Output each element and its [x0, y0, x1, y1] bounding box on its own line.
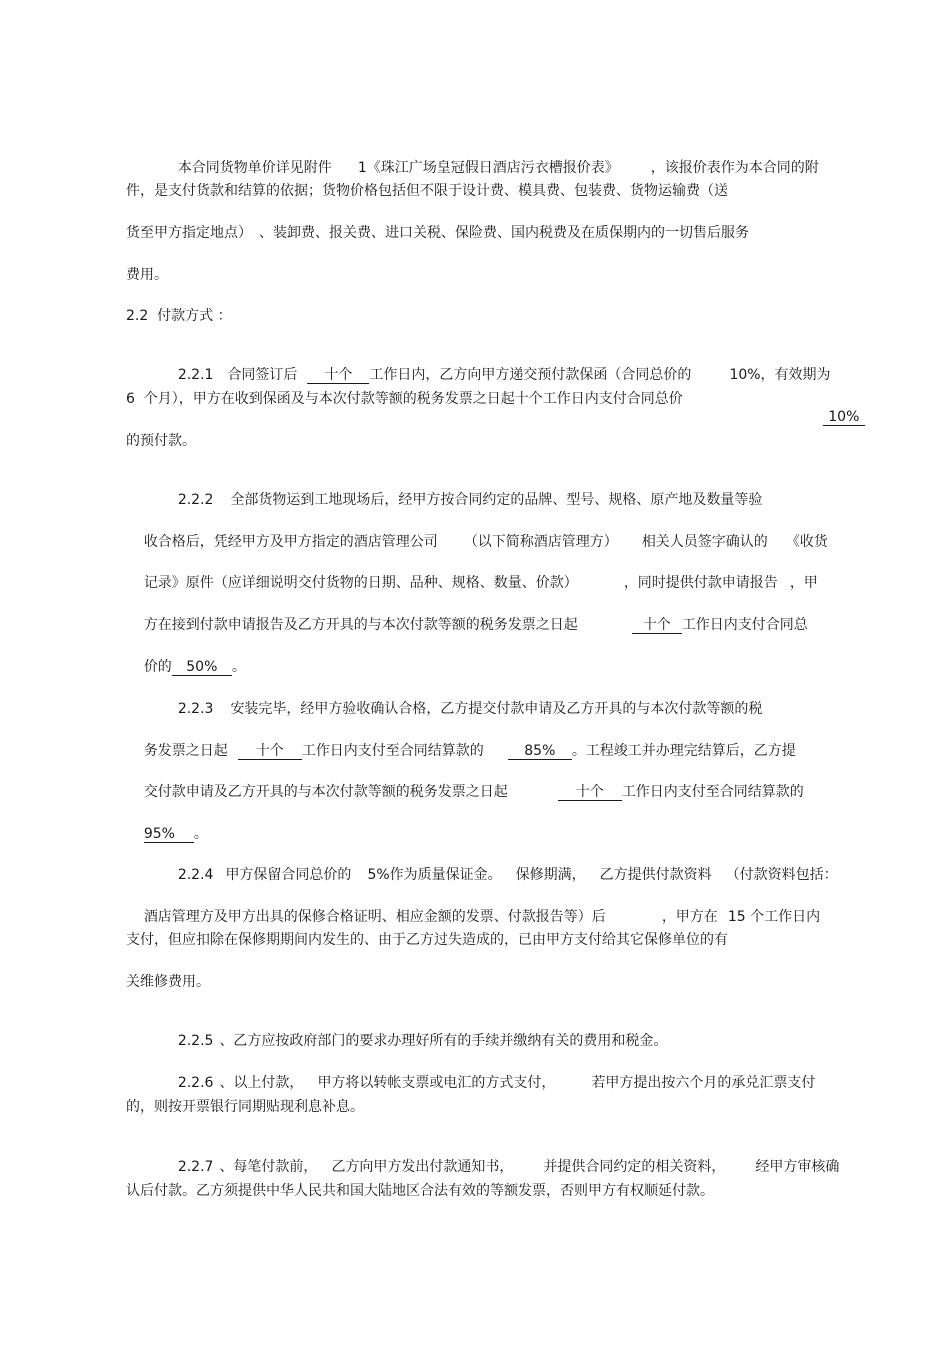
clause-2-2-4-line-4: 关维修费用。: [126, 974, 210, 990]
clause-number: 2.2.3: [177, 701, 214, 717]
percentage-field: 10%: [823, 409, 865, 426]
clause-2-2-1-percent-field: [805, 390, 865, 444]
text-segment: 有效期为: [774, 367, 831, 383]
text-segment: 交付款申请及乙方开具的与本次付款等额的税务发票之日起: [143, 784, 508, 800]
text-segment: 方在接到付款申请报告及乙方开具的与本次付款等额的税务发票之日起: [143, 617, 578, 633]
text-segment: 收合格后，凭经甲方及甲方指定的酒店管理公司: [143, 534, 438, 550]
text-segment: 本合同货物单价详见附件: [177, 160, 332, 176]
text-segment: ，同时提供付款申请报告: [623, 575, 778, 591]
text-segment: 若甲方提出按六个月的承兑汇票支付: [591, 1075, 816, 1091]
text-segment: 酒店管理方及甲方出具的保修合格证明、相应金额的发票、付款报告等）后: [143, 909, 606, 925]
clause-2-2-1-line-3: 的预付款。: [126, 433, 196, 449]
text-segment: 5%作为质量保证金。: [367, 867, 502, 883]
clause-number: 2.2.1: [177, 367, 214, 383]
text-segment: 相关人员签字确认的: [641, 534, 768, 550]
section-heading-2-2: 2.2 付款方式 ：: [126, 308, 232, 324]
text-segment: 工作日内支付至合同结算款的: [621, 784, 804, 800]
text-segment: 《收货: [785, 534, 828, 550]
text-segment: 经甲方审核确: [755, 1159, 840, 1175]
clause-number: 2.2.4: [177, 867, 214, 883]
text-segment: 务发票之日起: [143, 743, 228, 759]
days-field: 十个: [558, 784, 622, 801]
text-segment: 记录》原件（应详细说明交付货物的日期、品种、规格、数量、价款）: [143, 575, 578, 591]
text-segment: 。工程竣工并办理完结算后，乙方提: [571, 743, 796, 759]
days-field: 十个: [307, 367, 369, 384]
text-segment: 合同签订后: [227, 367, 298, 383]
text-segment: 、乙方应按政府部门的要求办理好所有的手续并缴纳有关的费用和税金。: [219, 1033, 668, 1049]
text-segment: ，该报价表作为本合同的附: [650, 160, 819, 176]
clause-2-2-3-line-3: [126, 765, 804, 819]
clause-number: 2.2.2: [177, 492, 214, 508]
percentage-field: 85%: [508, 743, 572, 760]
text-segment: 。: [231, 659, 246, 675]
text-segment: 并提供合同约定的相关资料，: [543, 1159, 726, 1175]
clause-2-2-4-line-3: 支付，但应扣除在保修期期间内发生的、由于乙方过失造成的，已由甲方支付给其它保修单位的有: [126, 932, 728, 948]
text-segment: （以下简称酒店管理方）: [463, 534, 618, 550]
days-field: 十个: [238, 743, 302, 760]
text-segment: 工作日内支付至合同结算款的: [301, 743, 484, 759]
text-segment: 、以上付款，: [219, 1075, 304, 1091]
clause-number: 2.2.7: [177, 1159, 214, 1175]
para-annex-line-2: 件，是支付货款和结算的依据；货物价格包括但不限于设计费、模具费、包装费、货物运输费（送: [126, 183, 728, 199]
percentage-field: 95%: [144, 826, 194, 843]
text-segment: 乙方向甲方发出付款通知书，: [331, 1159, 514, 1175]
text-segment: 工作日内，乙方向甲方递交预付款保函（合同总价的: [369, 367, 692, 383]
clause-number: 2.2.5: [177, 1033, 214, 1049]
text-segment: 全部货物运到工地现场后，经甲方按合同约定的品牌、型号、规格、原产地及数量等验: [230, 492, 763, 508]
clause-number: 2.2.6: [177, 1075, 214, 1091]
clause-2-2-1-line-2: 6 个月），甲方在收到保函及与本次付款等额的税务发票之日起十个工作日内支付合同总价: [126, 391, 683, 407]
days-field: 十个: [632, 617, 682, 634]
text-segment: 15 个工作日内: [727, 909, 821, 925]
percentage-field: 50%: [172, 659, 232, 676]
clause-2-2-7-line-2: 认后付款。乙方须提供中华人民共和国大陆地区合法有效的等额发票，否则甲方有权顺延付款。: [126, 1183, 714, 1199]
text-segment: （付款资料包括：: [725, 867, 838, 883]
text-segment: ，甲方在: [661, 909, 718, 925]
annex-title: 1《珠江广场皇冠假日酒店污衣槽报价表》: [357, 160, 619, 176]
para-annex-line-4: 费用。: [126, 267, 168, 283]
text-segment: 乙方提供付款资料: [599, 867, 712, 883]
text-segment: ，甲: [789, 575, 818, 591]
text-segment: 安装完毕，经甲方验收确认合格，乙方提交付款申请及乙方开具的与本次付款等额的税: [230, 701, 763, 717]
text-segment: 价的: [143, 659, 172, 675]
percentage-value: 10%，: [729, 367, 775, 383]
text-segment: 、每笔付款前，: [219, 1159, 318, 1175]
text-segment: 工作日内支付合同总: [681, 617, 808, 633]
clause-2-2-6-line-2: 的，则按开票银行同期贴现利息补息。: [126, 1099, 364, 1115]
text-segment: 甲方将以转帐支票或电汇的方式支付，: [317, 1075, 556, 1091]
text-segment: 保修期满，: [515, 867, 586, 883]
text-segment: 。: [193, 826, 208, 842]
text-segment: 甲方保留合同总价的: [225, 867, 352, 883]
para-annex-line-3: 货至甲方指定地点） 、装卸费、报关费、进口关税、保险费、国内税费及在质保期内的一切售后服务: [126, 225, 749, 241]
